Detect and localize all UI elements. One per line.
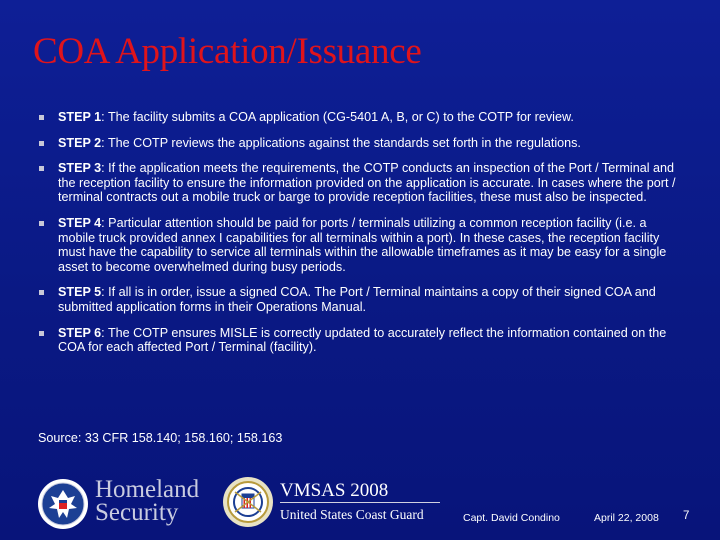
event-divider xyxy=(280,502,440,503)
list-item xyxy=(38,285,678,314)
event-name: VMSAS 2008 xyxy=(280,480,389,501)
step-text: : If all is in order, issue a signed COA. The Port / Terminal maintains a copy of their signed COA and submitted application forms in their Operations Manual. xyxy=(58,285,656,314)
step-label: STEP 6 xyxy=(58,325,102,340)
security-word: Security xyxy=(95,499,179,526)
step-label: STEP 3 xyxy=(58,161,102,176)
square-bullet-icon xyxy=(39,290,44,295)
page-number: 7 xyxy=(683,510,690,522)
square-bullet-icon xyxy=(39,141,44,146)
square-bullet-icon xyxy=(39,166,44,171)
square-bullet-icon xyxy=(39,221,44,226)
list-item xyxy=(38,110,678,125)
organization-name: United States Coast Guard xyxy=(280,507,424,522)
step-label: STEP 1 xyxy=(58,110,102,124)
homeland-security-logo xyxy=(95,478,199,524)
step-text: : The COTP ensures MISLE is correctly updated to accurately reflect the information contained on the COA for each affected Port / Terminal (facility). xyxy=(58,325,667,355)
square-bullet-icon xyxy=(39,115,44,120)
homeland-word: Homeland xyxy=(95,476,200,503)
step-text: : If the application meets the requirements, the COTP conducts an inspection of the Port / Terminal and the reception facility to ensure the information provided on the application is accurate. In cases where the port / terminal contracts out a mobile truck or barge to provide reception facilities, these must also be inspected. xyxy=(58,161,676,205)
list-item xyxy=(38,136,678,151)
list-item xyxy=(38,216,678,274)
step-label: STEP 5 xyxy=(58,285,102,300)
slide-title: COA Application/Issuance xyxy=(33,31,422,72)
presentation-date: April 22, 2008 xyxy=(594,512,659,524)
step-text: : The COTP reviews the applications against the standards set forth in the regulations. xyxy=(101,135,581,150)
step-label: STEP 4 xyxy=(58,215,102,230)
author: Capt. David Condino xyxy=(463,512,560,524)
step-list xyxy=(38,110,678,366)
dhs-seal-icon xyxy=(37,478,89,530)
step-text: : Particular attention should be paid for ports / terminals utilizing a common reception facility (i.e. a mobile truck provided annex I capabilities for all terminals within a port). In these cases, the reception facility must have the capability to service all terminals within the allowable timeframes as it may be easy for a single asset to become overwhelmed during busy periods. xyxy=(58,215,667,274)
footer xyxy=(0,470,720,540)
step-text: : The facility submits a COA application (CG-5401 A, B, or C) to the COTP for review. xyxy=(101,110,574,124)
list-item xyxy=(38,326,678,355)
step-label: STEP 2 xyxy=(58,135,102,150)
square-bullet-icon xyxy=(39,331,44,336)
list-item xyxy=(38,161,678,205)
source-citation: Source: 33 CFR 158.140; 158.160; 158.163 xyxy=(38,431,283,445)
uscg-seal-icon xyxy=(222,476,274,528)
